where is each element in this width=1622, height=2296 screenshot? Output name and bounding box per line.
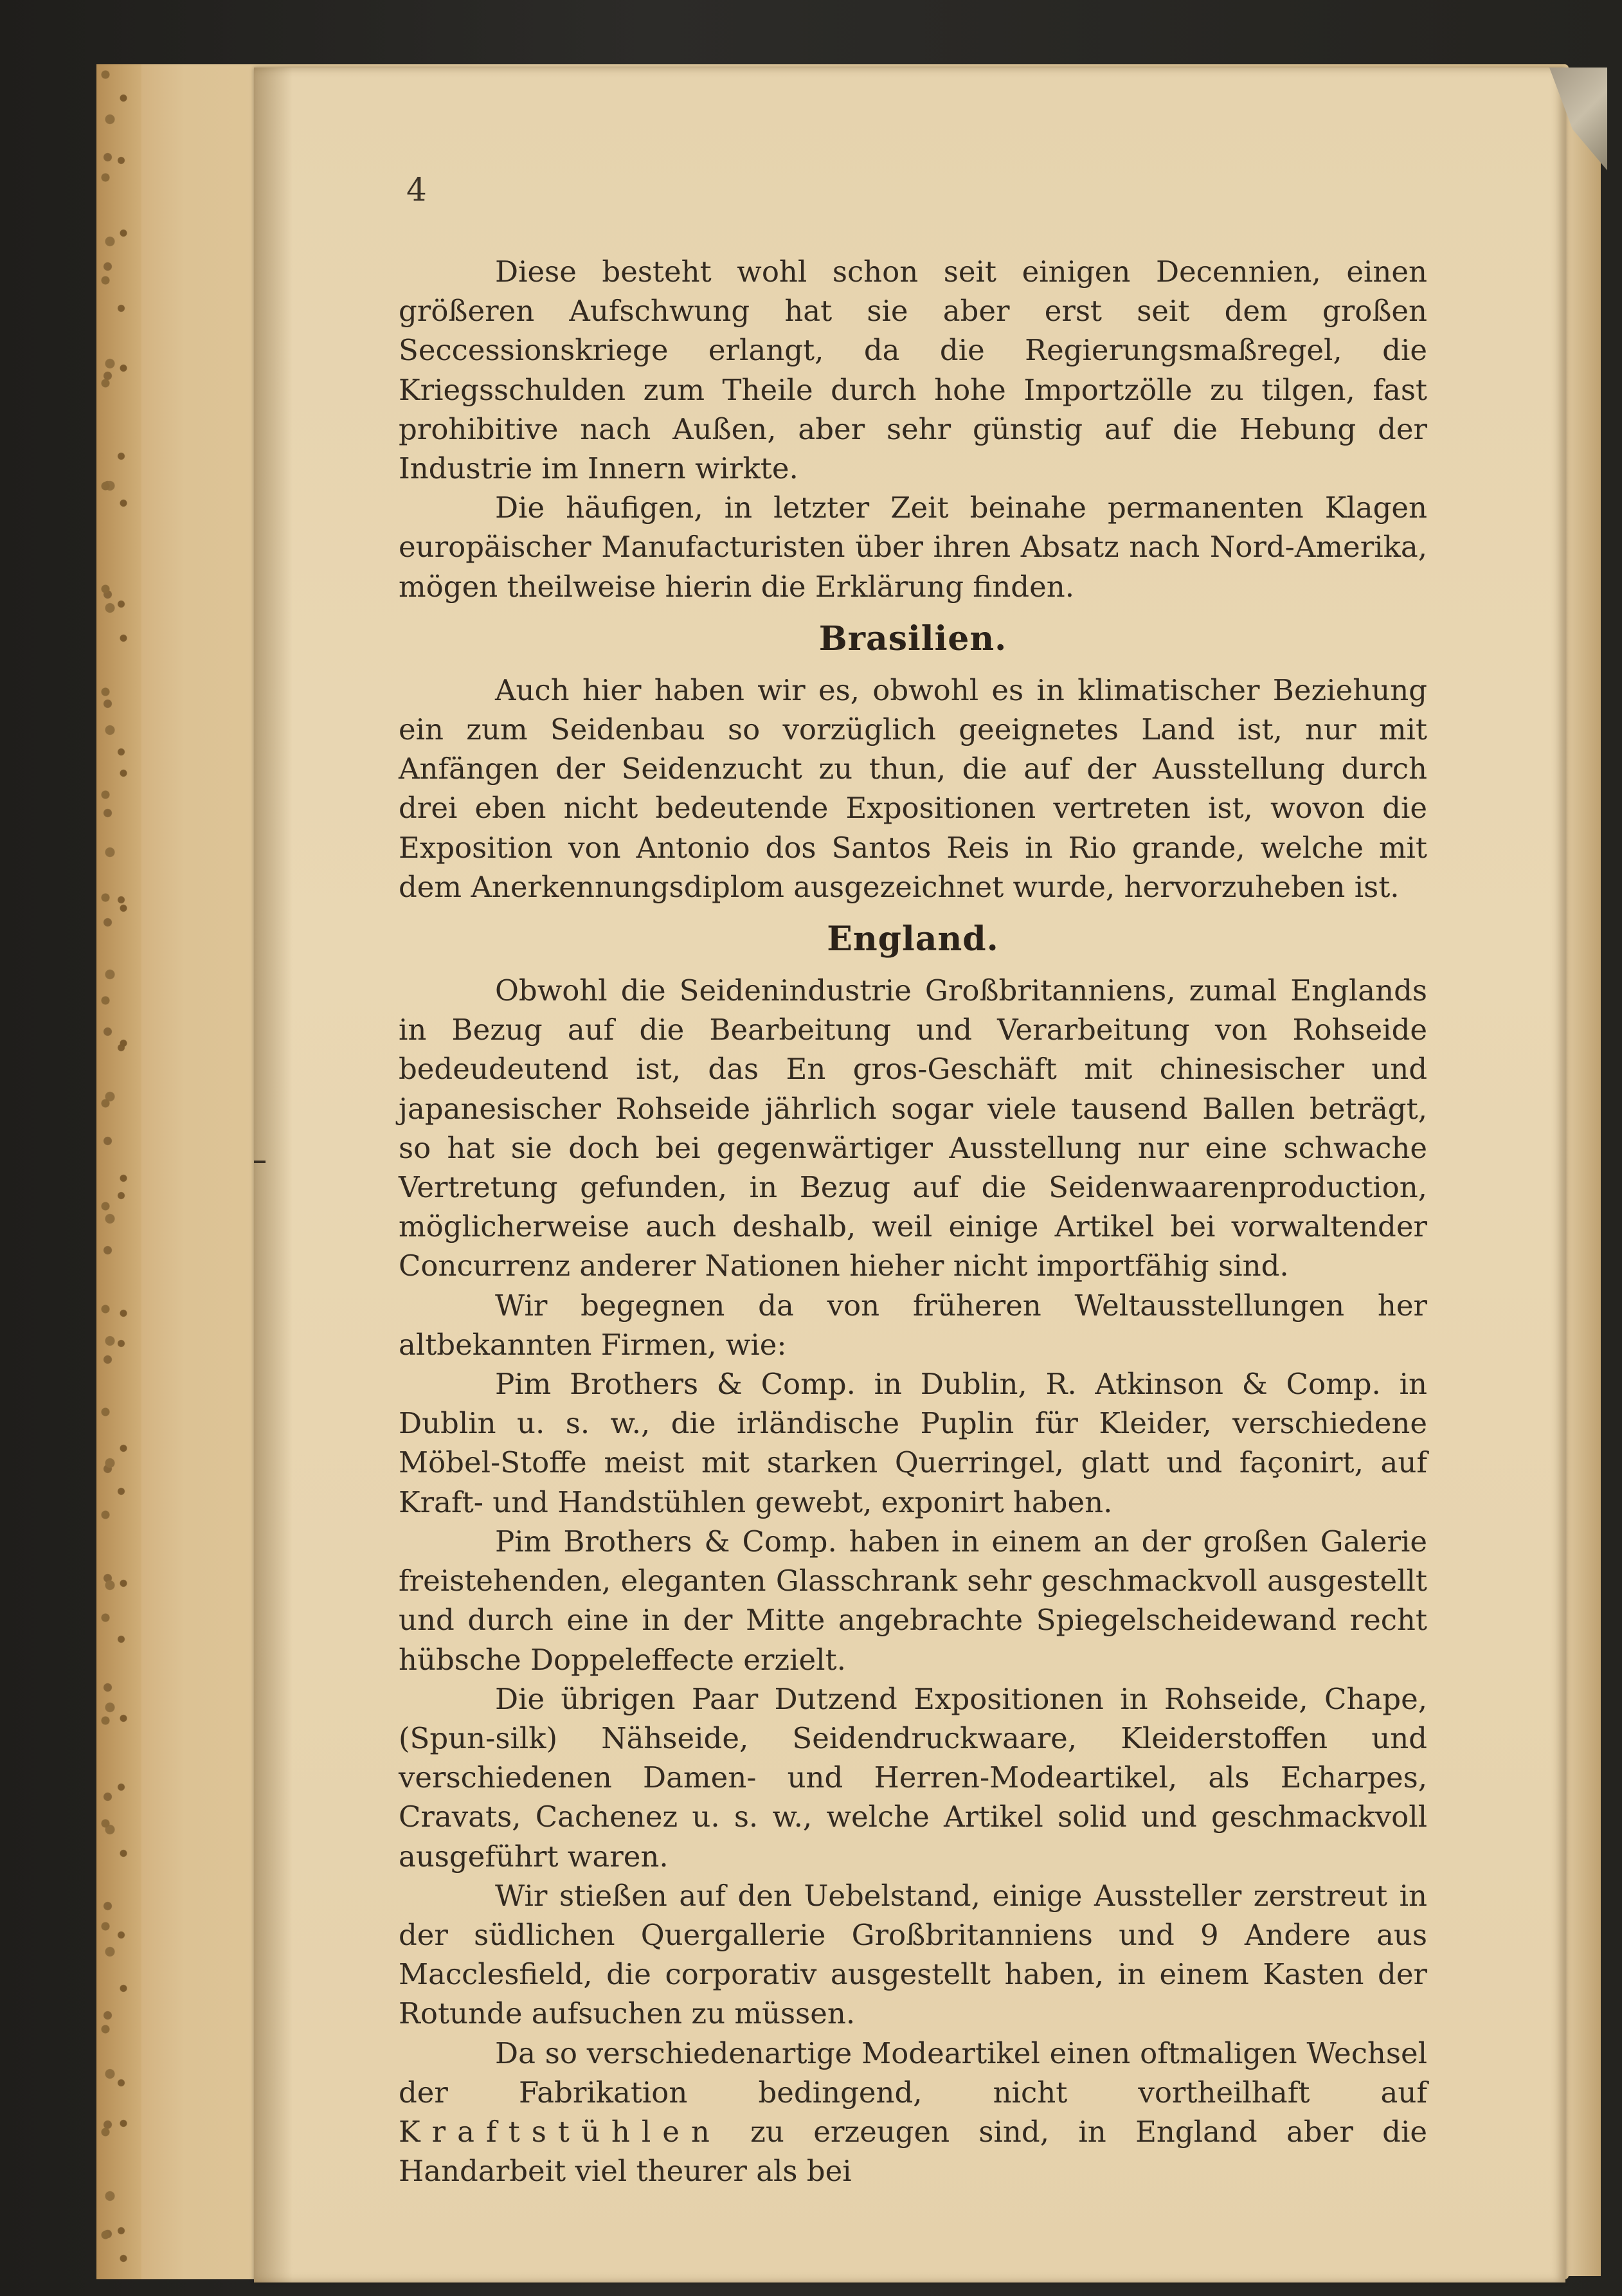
- paragraph: Auch hier haben wir es, obwohl es in klimatischer Beziehung ein zum Seidenbau so vorzüglich geeignetes Land ist, nur mit Anfängen der Seidenzucht zu thun, die auf der Ausstellung durch drei eben nicht bedeutende Expositionen vertreten ist, wovon die Exposition von Antonio dos Santos Reis in Rio grande, welche mit dem Anerkennungsdiplom ausgezeichnet wurde, hervorzuheben ist.: [399, 673, 1427, 904]
- margin-mark: [254, 1161, 266, 1163]
- spine-shadow: [254, 68, 293, 2282]
- text-run: Da so verschiedenartige Modeartikel einen oftmaligen Wechsel der Fabrikation bedingend, nicht vortheilhaft auf: [399, 2036, 1427, 2110]
- paragraph: Wir begegnen da von früheren Weltausstellungen her altbekannten Firmen, wie:: [399, 1288, 1427, 1362]
- paragraph: Pim Brothers & Comp. haben in einem an der großen Galerie freistehenden, eleganten Glasschrank sehr geschmackvoll ausgestellt und durch eine in der Mitte angebrachte Spiegelscheidewand recht hübsche Doppeleffecte erzielt.: [399, 1524, 1427, 1677]
- paragraph: Obwohl die Seidenindustrie Großbritanniens, zumal Englands in Bezug auf die Bearbeitung und Verarbeitung von Rohseide bedeudeutend ist, das En gros-Geschäft mit chinesischer und japanesischer Rohseide jährlich sogar viele tausend Ballen beträgt, so hat sie doch bei gegenwärtiger Ausstellung nur eine schwache Vertretung gefunden, in Bezug auf die Seidenwaarenproduction, möglicherweise auch deshalb, weil einige Artikel bei vorwaltender Concurrenz anderer Nationen hieher nicht importfähig sind.: [399, 973, 1427, 1283]
- paragraph: Diese besteht wohl schon seit einigen Decennien, einen größeren Aufschwung hat sie aber erst seit dem großen Seccessionskriege erlangt, da die Regierungsmaßregel, die Kriegsschulden zum Theile durch hohe Importzölle zu tilgen, fast prohibitive nach Außen, aber sehr günstig auf die Hebung der Industrie im Innern wirkte.: [399, 255, 1427, 486]
- text-run: zu erzeugen sind, in England aber die Handarbeit viel theurer als bei: [399, 2114, 1427, 2189]
- page-number: 4: [406, 171, 427, 208]
- section-heading-england: England.: [827, 919, 999, 959]
- page-body: [399, 252, 1427, 2191]
- paragraph: Wir stießen auf den Uebelstand, einige Aussteller zerstreut in der südlichen Quergallerie Großbritanniens und 9 Andere aus Macclesfield, die corporativ ausgestellt haben, in einem Kasten der Rotunde aufsuchen zu müssen.: [399, 1878, 1427, 2031]
- section-heading-brasilien: Brasilien.: [818, 619, 1007, 658]
- foxed-page-edge: [96, 64, 141, 2279]
- paragraph-last: [399, 2034, 1427, 2191]
- paragraph: Die häufigen, in letzter Zeit beinahe permanenten Klagen europäischer Manufacturisten über ihren Absatz nach Nord-Amerika, mögen theilweise hierin die Erklärung finden.: [399, 491, 1427, 604]
- paragraph: Die übrigen Paar Dutzend Expositionen in Rohseide, Chape, (Spun-silk) Nähseide, Seidendruckwaare, Kleiderstoffen und verschiedenen Damen- und Herren-Modeartikel, als Echarpes, Cravats, Cachenez u. s. w., welche Artikel solid und geschmackvoll ausgeführt waren.: [399, 1681, 1427, 1874]
- spaced-word: Kraftstühlen: [399, 2114, 721, 2149]
- paragraph: Pim Brothers & Comp. in Dublin, R. Atkinson & Comp. in Dublin u. s. w., die irländische Puplin für Kleider, verschiedene Möbel-Stoffe meist mit starken Querringel, glatt und façonirt, auf Kraft- und Handstühlen gewebt, exponirt haben.: [399, 1367, 1427, 1519]
